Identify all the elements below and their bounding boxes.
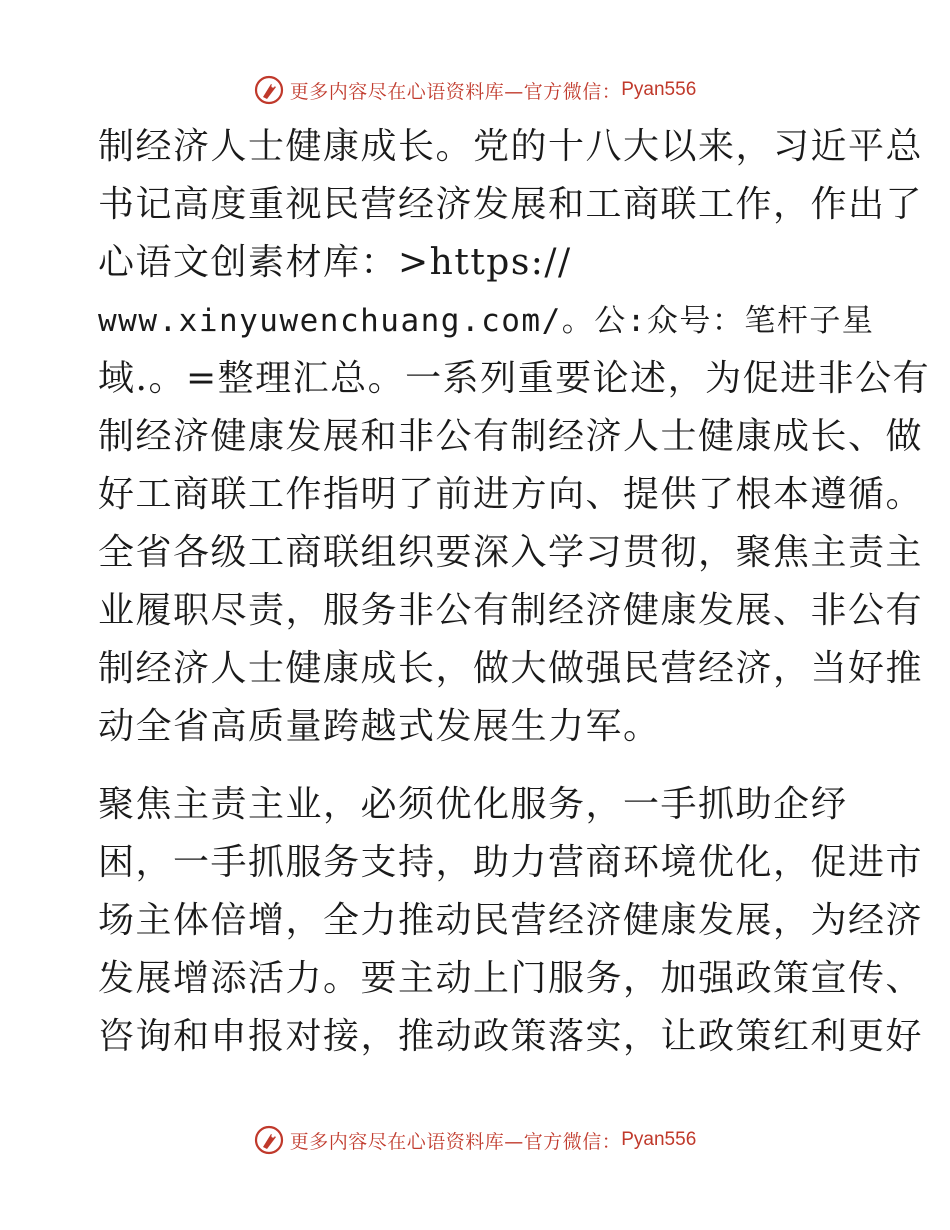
header-banner-text: 更多内容尽在心语资料库—官方微信： [289, 80, 622, 103]
body-line: 书记高度重视民营经济发展和工商联工作，作出了 [98, 184, 924, 225]
body-line: 发展增添活力。要主动上门服务，加强政策宣传、 [98, 958, 924, 999]
body-line: 好工商联工作指明了前进方向、提供了根本遵循。 [98, 474, 924, 515]
body-line: 全省各级工商联组织要深入学习贯彻，聚焦主责主 [98, 532, 924, 573]
body-line: 咨询和申报对接，推动政策落实，让政策红利更好 [98, 1016, 924, 1057]
body-line: 制经济人士健康成长，做大做强民营经济，当好推 [98, 648, 924, 689]
pen-nib-logo-icon [254, 1125, 284, 1155]
body-line: 制经济健康发展和非公有制经济人士健康成长、做 [98, 416, 924, 457]
body-line: 聚焦主责主业，必须优化服务，一手抓助企纾 [98, 784, 849, 825]
body-line: 业履职尽责，服务非公有制经济健康发展、非公有 [98, 590, 924, 631]
body-line: 动全省高质量跨越式发展生力军。 [98, 706, 661, 747]
body-line: 制经济人士健康成长。党的十八大以来，习近平总 [98, 126, 924, 167]
footer-banner [0, 1122, 950, 1158]
body-line: 困，一手抓服务支持，助力营商环境优化，促进市 [98, 842, 924, 883]
body-line-url: www.xinyuwenchuang.com/。公:众号：笔杆子星 [98, 303, 875, 339]
header-banner [0, 72, 950, 108]
paragraph-spacer [98, 756, 858, 776]
footer-banner-text: 更多内容尽在心语资料库—官方微信： [289, 1130, 622, 1153]
header-banner-wechat-id: Pyan556 [621, 79, 697, 100]
body-line: 域.。=整理汇总。一系列重要论述，为促进非公有 [98, 358, 931, 399]
body-line: 心语文创素材库：>https:// [98, 242, 572, 283]
pen-nib-logo-icon [254, 75, 284, 105]
body-line: 场主体倍增，全力推动民营经济健康发展，为经济 [98, 900, 924, 941]
document-body [98, 118, 931, 1066]
footer-banner-wechat-id: Pyan556 [621, 1129, 697, 1150]
